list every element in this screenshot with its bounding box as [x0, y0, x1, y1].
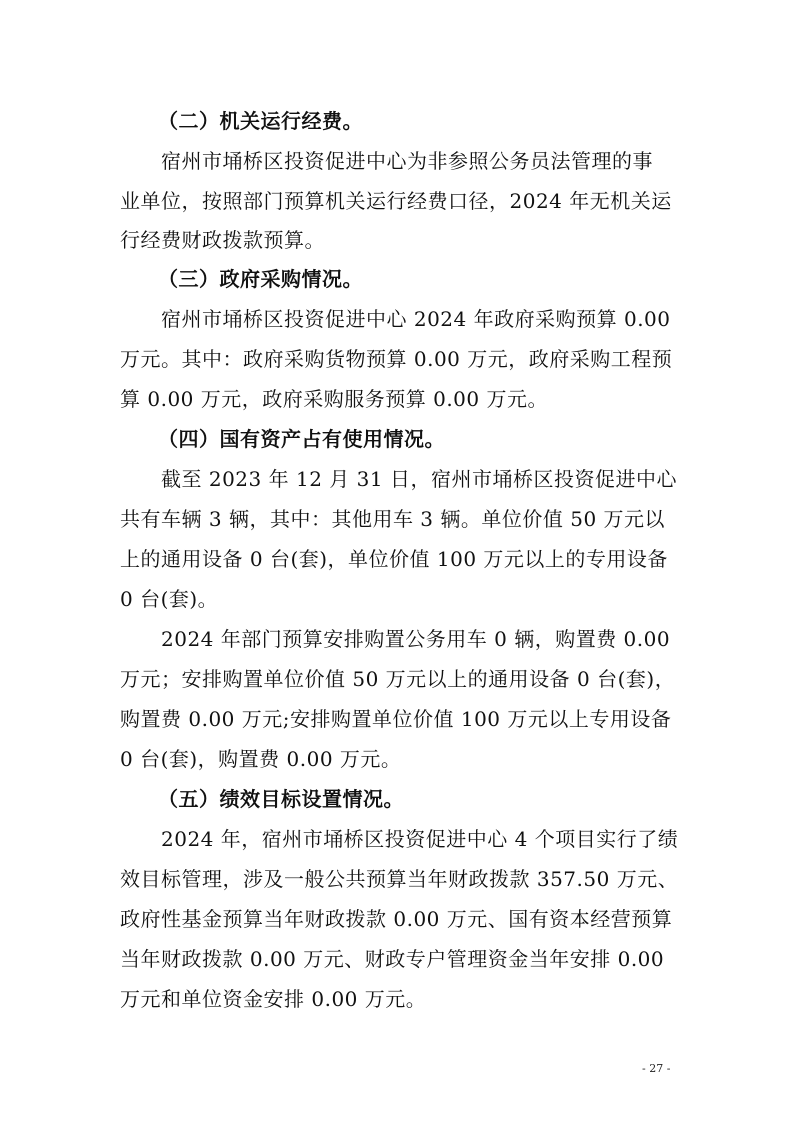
body-line: 政府性基金预算当年财政拨款 0.00 万元、国有资本经营预算 [120, 907, 673, 931]
body-line: 当年财政拨款 0.00 万元、财政专户管理资金当年安排 0.00 [120, 947, 665, 971]
section-heading-5: （五）绩效目标设置情况。 [158, 787, 404, 811]
body-line: 业单位，按照部门预算机关运行经费口径，2024 年无机关运 [120, 189, 672, 213]
body-line: 0 台(套)。 [120, 587, 219, 611]
body-line: 宿州市埇桥区投资促进中心 2024 年政府采购预算 0.00 [161, 307, 671, 331]
body-line: 万元。其中：政府采购货物预算 0.00 万元，政府采购工程预 [120, 347, 673, 371]
page-number: - 27 - [642, 1062, 671, 1075]
body-line: 2024 年部门预算安排购置公务用车 0 辆，购置费 0.00 [161, 627, 671, 651]
body-line: 0 台(套)，购置费 0.00 万元。 [120, 747, 402, 771]
body-line: 行经费财政拨款预算。 [120, 228, 325, 252]
body-line: 截至 2023 年 12 月 31 日，宿州市埇桥区投资促进中心 [161, 467, 677, 491]
section-heading-3: （三）政府采购情况。 [158, 267, 363, 291]
body-line: 购置费 0.00 万元;安排购置单位价值 100 万元以上专用设备 [120, 707, 672, 731]
body-line: 万元；安排购置单位价值 50 万元以上的通用设备 0 台(套)， [120, 667, 676, 691]
body-line: 上的通用设备 0 台(套)，单位价值 100 万元以上的专用设备 [120, 547, 668, 571]
body-line: 万元和单位资金安排 0.00 万元。 [120, 987, 427, 1011]
section-heading-2: （二）机关运行经费。 [158, 109, 363, 133]
section-heading-4: （四）国有资产占有使用情况。 [158, 427, 445, 451]
body-line: 效目标管理，涉及一般公共预算当年财政拨款 357.50 万元、 [120, 867, 679, 891]
body-line: 宿州市埇桥区投资促进中心为非参照公务员法管理的事 [161, 149, 653, 173]
body-line: 共有车辆 3 辆，其中：其他用车 3 辆。单位价值 50 万元以 [120, 507, 666, 531]
body-line: 2024 年，宿州市埇桥区投资促进中心 4 个项目实行了绩 [161, 827, 679, 851]
body-line: 算 0.00 万元，政府采购服务预算 0.00 万元。 [120, 387, 548, 411]
